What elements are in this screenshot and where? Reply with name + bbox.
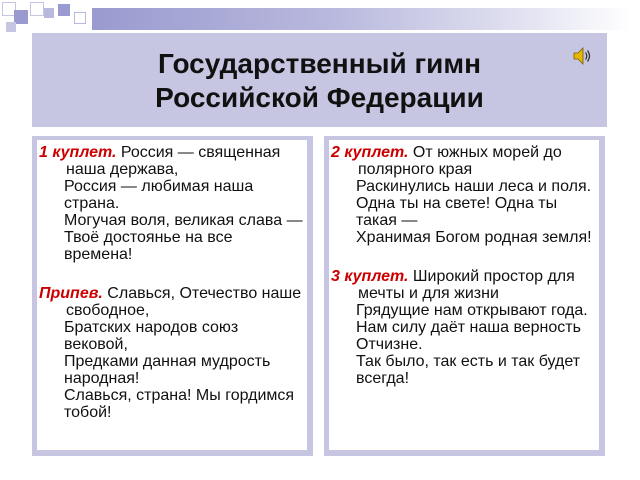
verse-1-line-4: Твоё достоянье на все времена! [64, 229, 233, 263]
decor-square [58, 4, 70, 16]
title-line-1: Государственный гимн [157, 48, 482, 79]
header-gradient-bar [92, 8, 632, 30]
verse-1-line-1: Россия — священная наша держава, [66, 144, 281, 178]
decor-square [14, 10, 28, 24]
verse-1-label: 1 куплет. [39, 144, 117, 161]
page-title [32, 47, 607, 115]
right-column-content [329, 140, 599, 450]
verse-1-line-2: Россия — любимая наша страна. [64, 178, 254, 212]
verse-2-line-1: От южных морей до полярного края [358, 144, 562, 178]
decor-square [44, 8, 54, 18]
verse-3-line-3: Нам силу даёт наша верность Отчизне. [356, 319, 581, 353]
verse-2 [331, 144, 597, 246]
verse-2-line-2: Раскинулись наши леса и поля. [356, 178, 592, 195]
chorus-label: Припев. [39, 285, 103, 302]
chorus-line-3: Предками данная мудрость народная! [64, 353, 271, 387]
verse-3-line-4: Так было, так есть и так будет всегда! [356, 353, 581, 387]
verse-2-label: 2 куплет. [331, 144, 409, 161]
verse-2-line-4: Хранимая Богом родная земля! [356, 229, 592, 246]
verse-3-line-1: Широкий простор для мечты и для жизни [358, 268, 575, 302]
chorus-line-4: Славься, страна! Мы гордимся тобой! [64, 387, 295, 421]
verse-3-line-2: Грядущие нам открывают года. [356, 302, 588, 319]
verse-1 [39, 144, 305, 263]
right-column-panel [324, 136, 605, 456]
verse-2-line-3: Одна ты на свете! Одна ты такая — [356, 195, 558, 229]
chorus [39, 285, 305, 421]
chorus-line-2: Братских народов союз вековой, [64, 319, 239, 353]
decor-square [6, 22, 16, 32]
verse-3-label: 3 куплет. [331, 268, 409, 285]
verse-3 [331, 268, 597, 387]
speaker-icon[interactable] [573, 47, 593, 65]
decor-square [30, 2, 44, 16]
title-line-2: Российской Федерации [155, 82, 484, 113]
left-column-content [37, 140, 307, 450]
title-panel [32, 33, 607, 127]
verse-1-line-3: Могучая воля, великая слава — [64, 212, 303, 229]
chorus-line-1: Славься, Отечество наше свободное, [66, 285, 302, 319]
decor-square [74, 12, 86, 24]
left-column-panel [32, 136, 313, 456]
